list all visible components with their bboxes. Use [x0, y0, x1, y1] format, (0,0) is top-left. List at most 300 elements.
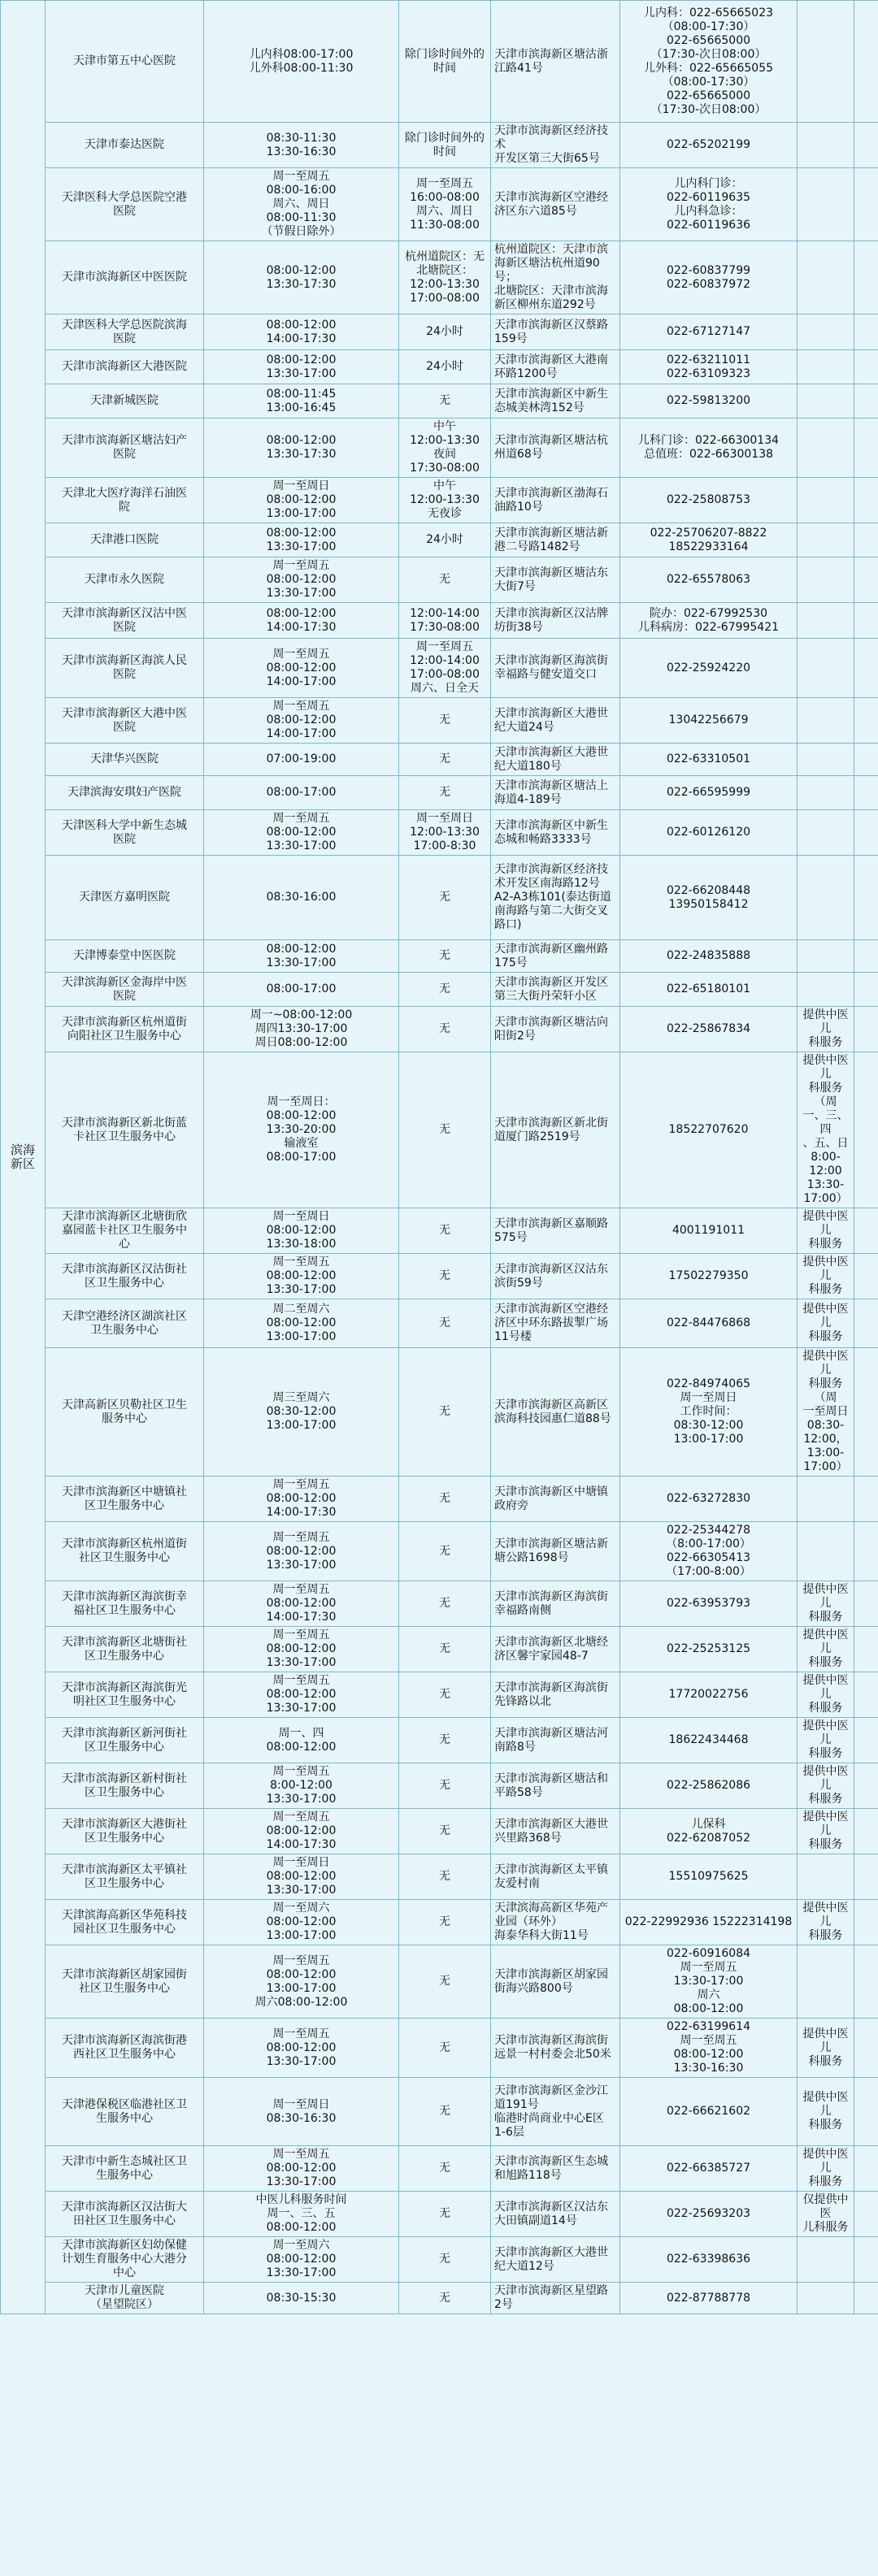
other-cell: 无: [399, 1763, 491, 1809]
table-row: [1, 1581, 878, 1627]
hours-cell: 08:00-12:00 13:30-17:00: [204, 940, 399, 973]
addr-cell: 天津市滨海新区高新区 滨海科技园惠仁道88号: [491, 1348, 620, 1477]
addr-cell: 天津市滨海新区胡家园 街海兴路800号: [491, 1945, 620, 2019]
hours-cell: 周一至周日 08:00-12:00 13:30-17:00: [204, 1854, 399, 1900]
addr-cell: 天津市滨海新区大港世 纪大道12号: [491, 2237, 620, 2283]
name-cell: 天津港保税区临港社区卫 生服务中心: [46, 2078, 204, 2146]
addr-cell: 天津市滨海新区海滨街 幸福路南侧: [491, 1581, 620, 1627]
name-cell: 天津滨海高新区华苑科技 园社区卫生服务中心: [46, 1900, 204, 1945]
name-cell: 天津市滨海新区太平镇社 区卫生服务中心: [46, 1854, 204, 1900]
note-cell: [798, 1477, 854, 1522]
hours-cell: 08:00-12:00 13:30-17:00: [204, 350, 399, 384]
hours-cell: 周一至周五 08:00-12:00 13:30-17:00: [204, 557, 399, 603]
note-cell: [798, 776, 854, 810]
phone-cell: 17502279350: [620, 1254, 798, 1299]
table-row: [1, 2283, 878, 2314]
name-cell: 天津市滨海新区杭州道街 向阳社区卫生服务中心: [46, 1007, 204, 1052]
note-cell: [798, 973, 854, 1007]
addr-cell: 天津市滨海新区大港世 兴里路368号: [491, 1809, 620, 1854]
empty-cell: [854, 1900, 878, 1945]
note-cell: [798, 810, 854, 856]
empty-cell: [854, 1052, 878, 1208]
empty-cell: [854, 1763, 878, 1809]
hours-cell: 周一至周五 08:00-12:00 14:00-17:30: [204, 1581, 399, 1627]
table-row: [1, 523, 878, 557]
other-cell: 无: [399, 2192, 491, 2237]
other-cell: 12:00-14:00 17:30-08:00: [399, 603, 491, 639]
other-cell: 无: [399, 2237, 491, 2283]
table-row: [1, 856, 878, 940]
name-cell: 天津市第五中心医院: [46, 1, 204, 123]
name-cell: 天津市滨海新区海滨人民 医院: [46, 639, 204, 698]
hours-cell: 周一至周五 08:00-12:00 13:30-17:00: [204, 2146, 399, 2192]
note-cell: 提供中医儿 科服务: [798, 2078, 854, 2146]
hours-cell: 周一至周日 08:00-12:00 13:00-17:00: [204, 478, 399, 523]
other-cell: 中午 12:00-13:30 夜间 17:30-08:00: [399, 418, 491, 478]
hours-cell: 08:00-17:00: [204, 776, 399, 810]
note-cell: [798, 1522, 854, 1581]
table-row: [1, 2192, 878, 2237]
phone-cell: 022-25867834: [620, 1007, 798, 1052]
empty-cell: [854, 384, 878, 418]
phone-cell: 022-60916084 周一至周五 13:30-17:00 周六 08:00-12:00: [620, 1945, 798, 2019]
other-cell: 无: [399, 1581, 491, 1627]
other-cell: 无: [399, 1672, 491, 1718]
empty-cell: [854, 350, 878, 384]
phone-cell: 022-25253125: [620, 1627, 798, 1672]
empty-cell: [854, 1299, 878, 1348]
name-cell: 天津市滨海新区大港中医 医院: [46, 698, 204, 744]
empty-cell: [854, 2019, 878, 2078]
hours-cell: 08:00-12:00 13:30-17:30: [204, 241, 399, 314]
empty-cell: [854, 557, 878, 603]
name-cell: 天津市滨海新区汉沽街大 田社区卫生服务中心: [46, 2192, 204, 2237]
name-cell: 天津北大医疗海洋石油医 院: [46, 478, 204, 523]
phone-cell: 022-63310501: [620, 744, 798, 776]
addr-cell: 天津市滨海新区塘沽新 塘公路1698号: [491, 1522, 620, 1581]
other-cell: 无: [399, 1348, 491, 1477]
other-cell: 除门诊时间外的 时间: [399, 123, 491, 168]
phone-cell: 儿科门诊：022-66300134 总值班：022-66300138: [620, 418, 798, 478]
name-cell: 天津医方嘉明医院: [46, 856, 204, 940]
other-cell: 无: [399, 1900, 491, 1945]
name-cell: 天津博泰堂中医医院: [46, 940, 204, 973]
empty-cell: [854, 776, 878, 810]
empty-cell: [854, 940, 878, 973]
name-cell: 天津新城医院: [46, 384, 204, 418]
note-cell: 仅提供中医 儿科服务: [798, 2192, 854, 2237]
note-cell: [798, 418, 854, 478]
table-row: [1, 168, 878, 241]
empty-cell: [854, 1718, 878, 1763]
empty-cell: [854, 1007, 878, 1052]
table-row: [1, 639, 878, 698]
addr-cell: 天津市滨海新区汉沽东 滨街59号: [491, 1254, 620, 1299]
other-cell: 无: [399, 384, 491, 418]
empty-cell: [854, 241, 878, 314]
empty-cell: [854, 810, 878, 856]
note-cell: 提供中医儿 科服务: [798, 1208, 854, 1254]
table-row: [1, 2019, 878, 2078]
hours-cell: 周一至周六 08:00-12:00 13:00-17:00: [204, 1900, 399, 1945]
empty-cell: [854, 123, 878, 168]
addr-cell: 天津市滨海新区空港经 济区东六道85号: [491, 168, 620, 241]
table-row: [1, 2237, 878, 2283]
empty-cell: [854, 1672, 878, 1718]
note-cell: 提供中医儿 科服务: [798, 2146, 854, 2192]
other-cell: 无: [399, 2146, 491, 2192]
phone-cell: 022-65180101: [620, 973, 798, 1007]
addr-cell: 天津市滨海新区海滨街 先锋路以北: [491, 1672, 620, 1718]
hours-cell: 08:00-12:00 14:00-17:30: [204, 603, 399, 639]
phone-cell: 儿内科：022-65665023 （08:00-17:30） 022-65665000 （17:30-次日08:00） 儿外科：022-65665055 （08:00-17:30） 022-65665000 （17:30-次日08:00）: [620, 1, 798, 123]
addr-cell: 天津市滨海新区塘沽杭 州道68号: [491, 418, 620, 478]
hours-cell: 周一、四 08:00-12:00: [204, 1718, 399, 1763]
other-cell: 无: [399, 2283, 491, 2314]
addr-cell: 天津市滨海新区新北街 道厦门路2519号: [491, 1052, 620, 1208]
hours-cell: 周一至周五 08:00-12:00 14:00-17:30: [204, 1477, 399, 1522]
name-cell: 天津市滨海新区新河街社 区卫生服务中心: [46, 1718, 204, 1763]
table-row: [1, 2078, 878, 2146]
empty-cell: [854, 2078, 878, 2146]
other-cell: 无: [399, 698, 491, 744]
empty-cell: [854, 698, 878, 744]
empty-cell: [854, 2146, 878, 2192]
table-row: [1, 810, 878, 856]
hours-cell: 周一~08:00-12:00 周四13:30-17:00 周日08:00-12:00: [204, 1007, 399, 1052]
name-cell: 天津市滨海新区北塘街欣 嘉园蓝卡社区卫生服务中 心: [46, 1208, 204, 1254]
hours-cell: 周一至周五 8:00-12:00 13:30-17:00: [204, 1763, 399, 1809]
table-row: [1, 603, 878, 639]
note-cell: [798, 603, 854, 639]
empty-cell: [854, 973, 878, 1007]
other-cell: 无: [399, 856, 491, 940]
table-row: [1, 973, 878, 1007]
name-cell: 天津市中新生态城社区卫 生服务中心: [46, 2146, 204, 2192]
phone-cell: 022-84974065 周一至周日 工作时间： 08:30-12:00 13:00-17:00: [620, 1348, 798, 1477]
other-cell: 24小时: [399, 350, 491, 384]
phone-cell: 022-25706207-8822 18522933164: [620, 523, 798, 557]
other-cell: 无: [399, 1945, 491, 2019]
table-row: [1, 1208, 878, 1254]
addr-cell: 天津市滨海新区塘沽新 港二号路1482号: [491, 523, 620, 557]
note-cell: 提供中医儿 科服务 （周 一、三、四 、五、日 8:00-12:00 13:30- 17:00）: [798, 1052, 854, 1208]
other-cell: 无: [399, 1718, 491, 1763]
hours-cell: 周一至周五 08:00-12:00 13:30-17:00: [204, 1672, 399, 1718]
phone-cell: 022-65202199: [620, 123, 798, 168]
hours-cell: 周一至周五 08:00-12:00 13:00-17:00 周六08:00-12:00: [204, 1945, 399, 2019]
addr-cell: 天津滨海高新区华苑产 业园（环外） 海泰华科大街11号: [491, 1900, 620, 1945]
addr-cell: 天津市滨海新区汉蔡路 159号: [491, 314, 620, 350]
addr-cell: 天津市滨海新区中新生 态城美林湾152号: [491, 384, 620, 418]
table-row: [1, 2146, 878, 2192]
table-row: [1, 1900, 878, 1945]
phone-cell: 022-25924220: [620, 639, 798, 698]
phone-cell: 022-25693203: [620, 2192, 798, 2237]
note-cell: [798, 123, 854, 168]
other-cell: 无: [399, 2078, 491, 2146]
empty-cell: [854, 478, 878, 523]
addr-cell: 天津市滨海新区北塘经 济区馨宇家园48-7: [491, 1627, 620, 1672]
other-cell: 无: [399, 744, 491, 776]
addr-cell: 天津市滨海新区汉沽牌 坊街38号: [491, 603, 620, 639]
empty-cell: [854, 1809, 878, 1854]
table-row: [1, 1672, 878, 1718]
phone-cell: 022-66208448 13950158412: [620, 856, 798, 940]
addr-cell: 天津市滨海新区塘沽上 海道4-189号: [491, 776, 620, 810]
name-cell: 天津市滨海新区大港医院: [46, 350, 204, 384]
note-cell: 提供中医儿 科服务: [798, 1581, 854, 1627]
hours-cell: 08:00-17:00: [204, 973, 399, 1007]
name-cell: 天津市滨海新区汉沽中医 医院: [46, 603, 204, 639]
hours-cell: 周一至周五 08:00-12:00 13:30-17:00: [204, 1254, 399, 1299]
phone-cell: 18622434468: [620, 1718, 798, 1763]
addr-cell: 杭州道院区：天津市滨 海新区塘沽杭州道90 号； 北塘院区：天津市滨海 新区柳州东道292号: [491, 241, 620, 314]
other-cell: 无: [399, 1299, 491, 1348]
empty-cell: [854, 1254, 878, 1299]
phone-cell: 022-66621602: [620, 2078, 798, 2146]
addr-cell: 天津市滨海新区星望路 2号: [491, 2283, 620, 2314]
name-cell: 天津市滨海新区海滨街港 西社区卫生服务中心: [46, 2019, 204, 2078]
table-row: [1, 418, 878, 478]
other-cell: 无: [399, 1627, 491, 1672]
other-cell: 无: [399, 557, 491, 603]
name-cell: 天津市滨海新区新北街蓝 卡社区卫生服务中心: [46, 1052, 204, 1208]
table-row: [1, 940, 878, 973]
empty-cell: [854, 1348, 878, 1477]
table-row: [1, 1854, 878, 1900]
hours-cell: 周一至周五 08:00-12:00 14:00-17:00: [204, 698, 399, 744]
other-cell: 无: [399, 1007, 491, 1052]
name-cell: 天津市滨海新区胡家园街 社区卫生服务中心: [46, 1945, 204, 2019]
addr-cell: 天津市滨海新区嘉顺路 575号: [491, 1208, 620, 1254]
other-cell: 周一至周日 12:00-13:30 17:00-8:30: [399, 810, 491, 856]
hours-cell: 周一至周五 08:00-12:00 13:30-17:00: [204, 1522, 399, 1581]
empty-cell: [854, 168, 878, 241]
hours-cell: 08:00-12:00 13:30-17:00: [204, 523, 399, 557]
note-cell: [798, 350, 854, 384]
table-row: [1, 1052, 878, 1208]
note-cell: [798, 557, 854, 603]
name-cell: 天津市滨海新区新村街社 区卫生服务中心: [46, 1763, 204, 1809]
other-cell: 24小时: [399, 314, 491, 350]
note-cell: [798, 744, 854, 776]
hours-cell: 08:30-16:00: [204, 856, 399, 940]
note-cell: [798, 478, 854, 523]
empty-cell: [854, 1854, 878, 1900]
addr-cell: 天津市滨海新区海滨街 幸福路与健安道交口: [491, 639, 620, 698]
addr-cell: 天津市滨海新区塘沽和 平路58号: [491, 1763, 620, 1809]
phone-cell: 022-25862086: [620, 1763, 798, 1809]
empty-cell: [854, 1522, 878, 1581]
addr-cell: 天津市滨海新区大港南 环路1200号: [491, 350, 620, 384]
note-cell: 提供中医儿 科服务: [798, 1007, 854, 1052]
table-row: [1, 1, 878, 123]
name-cell: 天津市永久医院: [46, 557, 204, 603]
empty-cell: [854, 1581, 878, 1627]
addr-cell: 天津市滨海新区中新生 态城和畅路3333号: [491, 810, 620, 856]
hours-cell: 周三至周六 08:30-12:00 13:00-17:00: [204, 1348, 399, 1477]
other-cell: 24小时: [399, 523, 491, 557]
phone-cell: 022-87788778: [620, 2283, 798, 2314]
phone-cell: 022-84476868: [620, 1299, 798, 1348]
phone-cell: 022-63272830: [620, 1477, 798, 1522]
empty-cell: [854, 1627, 878, 1672]
note-cell: [798, 1945, 854, 2019]
addr-cell: 天津市滨海新区塘沽东 大街7号: [491, 557, 620, 603]
phone-cell: 17720022756: [620, 1672, 798, 1718]
note-cell: 提供中医儿 科服务（周 一至周日 08:30- 12:00， 13:00- 17:00）: [798, 1348, 854, 1477]
addr-cell: 天津市滨海新区开发区 第三大街丹荣轩小区: [491, 973, 620, 1007]
other-cell: 无: [399, 1809, 491, 1854]
empty-cell: [854, 744, 878, 776]
phone-cell: 022-60837799 022-60837972: [620, 241, 798, 314]
name-cell: 天津市滨海新区中医医院: [46, 241, 204, 314]
hours-cell: 周一至周五 08:00-12:00 14:00-17:30: [204, 1809, 399, 1854]
table-row: [1, 123, 878, 168]
table-row: [1, 1522, 878, 1581]
other-cell: 无: [399, 776, 491, 810]
name-cell: 天津市滨海新区汉沽街社 区卫生服务中心: [46, 1254, 204, 1299]
name-cell: 天津高新区贝勒社区卫生 服务中心: [46, 1348, 204, 1477]
name-cell: 天津市滨海新区海滨街幸 福社区卫生服务中心: [46, 1581, 204, 1627]
hours-cell: 08:00-12:00 14:00-17:30: [204, 314, 399, 350]
hours-cell: 08:30-15:30: [204, 2283, 399, 2314]
hours-cell: 周二至周六 08:00-12:00 13:00-17:00: [204, 1299, 399, 1348]
addr-cell: 天津市滨海新区大港世 纪大道180号: [491, 744, 620, 776]
phone-cell: 022-25344278 （8:00-17:00） 022-66305413 （17:00-8:00）: [620, 1522, 798, 1581]
hours-cell: 儿内科08:00-17:00 儿外科08:00-11:30: [204, 1, 399, 123]
empty-cell: [854, 856, 878, 940]
phone-cell: 022-60126120: [620, 810, 798, 856]
note-cell: [798, 1, 854, 123]
table-row: [1, 1627, 878, 1672]
addr-cell: 天津市滨海新区大港世 纪大道24号: [491, 698, 620, 744]
note-cell: [798, 639, 854, 698]
other-cell: 周一至周五 12:00-14:00 17:00-08:00 周六、日全天: [399, 639, 491, 698]
empty-cell: [854, 1208, 878, 1254]
table-row: [1, 1299, 878, 1348]
note-cell: 提供中医儿 科服务: [798, 1627, 854, 1672]
phone-cell: 022-63398636: [620, 2237, 798, 2283]
note-cell: 提供中医儿 科服务: [798, 2019, 854, 2078]
empty-cell: [854, 1477, 878, 1522]
name-cell: 天津市泰达医院: [46, 123, 204, 168]
addr-cell: 天津市滨海新区渤海石 油路10号: [491, 478, 620, 523]
name-cell: 天津市滨海新区杭州道街 社区卫生服务中心: [46, 1522, 204, 1581]
addr-cell: 天津市滨海新区经济技 术开发区南海路12号 A2-A3栋101(泰达街道 南海路与第二大街交叉 路口): [491, 856, 620, 940]
note-cell: [798, 384, 854, 418]
name-cell: 天津华兴医院: [46, 744, 204, 776]
name-cell: 天津医科大学总医院空港 医院: [46, 168, 204, 241]
empty-cell: [854, 418, 878, 478]
table-row: [1, 384, 878, 418]
note-cell: [798, 698, 854, 744]
phone-cell: 022-66595999: [620, 776, 798, 810]
other-cell: 无: [399, 1522, 491, 1581]
hours-cell: 周一至周五 08:00-12:00 13:30-17:00: [204, 2019, 399, 2078]
addr-cell: 天津市滨海新区幽州路 175号: [491, 940, 620, 973]
hours-cell: 周一至周五 08:00-12:00 13:30-17:00: [204, 810, 399, 856]
addr-cell: 天津市滨海新区海滨街 远景一村村委会北50米: [491, 2019, 620, 2078]
table-row: [1, 350, 878, 384]
other-cell: 无: [399, 1854, 491, 1900]
table-row: [1, 776, 878, 810]
addr-cell: 天津市滨海新区塘沽河 南路8号: [491, 1718, 620, 1763]
empty-cell: [854, 2237, 878, 2283]
table-row: [1, 557, 878, 603]
phone-cell: 022-59813200: [620, 384, 798, 418]
note-cell: [798, 523, 854, 557]
addr-cell: 天津市滨海新区金沙江 道191号 临港时尚商业中心E区 1-6层: [491, 2078, 620, 2146]
name-cell: 天津滨海新区金海岸中医 医院: [46, 973, 204, 1007]
other-cell: 无: [399, 973, 491, 1007]
phone-cell: 15510975625: [620, 1854, 798, 1900]
table-row: [1, 744, 878, 776]
note-cell: [798, 2237, 854, 2283]
other-cell: 无: [399, 1208, 491, 1254]
phone-cell: 院办：022-67992530 儿科病房：022-67995421: [620, 603, 798, 639]
phone-cell: 022-63953793: [620, 1581, 798, 1627]
phone-cell: 022-65578063: [620, 557, 798, 603]
name-cell: 天津滨海安琪妇产医院: [46, 776, 204, 810]
hospital-table-body: [1, 1, 878, 2314]
other-cell: 无: [399, 2019, 491, 2078]
phone-cell: 18522707620: [620, 1052, 798, 1208]
hours-cell: 08:30-11:30 13:30-16:30: [204, 123, 399, 168]
name-cell: 天津医科大学中新生态城 医院: [46, 810, 204, 856]
empty-cell: [854, 314, 878, 350]
table-row: [1, 1007, 878, 1052]
table-row: [1, 1809, 878, 1854]
name-cell: 天津空港经济区湖滨社区 卫生服务中心: [46, 1299, 204, 1348]
table-row: [1, 1477, 878, 1522]
name-cell: 天津市儿童医院 （星望院区）: [46, 2283, 204, 2314]
other-cell: 无: [399, 1477, 491, 1522]
phone-cell: 022-24835888: [620, 940, 798, 973]
empty-cell: [854, 2192, 878, 2237]
note-cell: 提供中医儿 科服务: [798, 1809, 854, 1854]
hours-cell: 周一至周日 08:00-12:00 13:30-18:00: [204, 1208, 399, 1254]
table-row: [1, 1348, 878, 1477]
name-cell: 天津市滨海新区大港街社 区卫生服务中心: [46, 1809, 204, 1854]
phone-cell: 儿保科 022-62087052: [620, 1809, 798, 1854]
phone-cell: 022-25808753: [620, 478, 798, 523]
table-row: [1, 1945, 878, 2019]
addr-cell: 天津市滨海新区生态城 和旭路118号: [491, 2146, 620, 2192]
hours-cell: 周一至周五 08:00-12:00 13:30-17:00: [204, 1627, 399, 1672]
name-cell: 天津市滨海新区北塘街社 区卫生服务中心: [46, 1627, 204, 1672]
name-cell: 天津医科大学总医院滨海 医院: [46, 314, 204, 350]
empty-cell: [854, 1, 878, 123]
note-cell: 提供中医儿 科服务: [798, 1763, 854, 1809]
phone-cell: 022-63211011 022-63109323: [620, 350, 798, 384]
note-cell: 提供中医儿 科服务: [798, 1900, 854, 1945]
note-cell: [798, 940, 854, 973]
other-cell: 无: [399, 1052, 491, 1208]
empty-cell: [854, 523, 878, 557]
hours-cell: 周一至周日： 08:00-12:00 13:30-20:00 输液室 08:00-17:00: [204, 1052, 399, 1208]
table-row: [1, 241, 878, 314]
other-cell: 周一至周五 16:00-08:00 周六、周日 11:30-08:00: [399, 168, 491, 241]
table-row: [1, 1254, 878, 1299]
other-cell: 无: [399, 1254, 491, 1299]
addr-cell: 天津市滨海新区塘沽浙 江路41号: [491, 1, 620, 123]
note-cell: [798, 2283, 854, 2314]
hours-cell: 周一至周日 08:30-16:30: [204, 2078, 399, 2146]
name-cell: 天津市滨海新区海滨街光 明社区卫生服务中心: [46, 1672, 204, 1718]
table-row: [1, 478, 878, 523]
